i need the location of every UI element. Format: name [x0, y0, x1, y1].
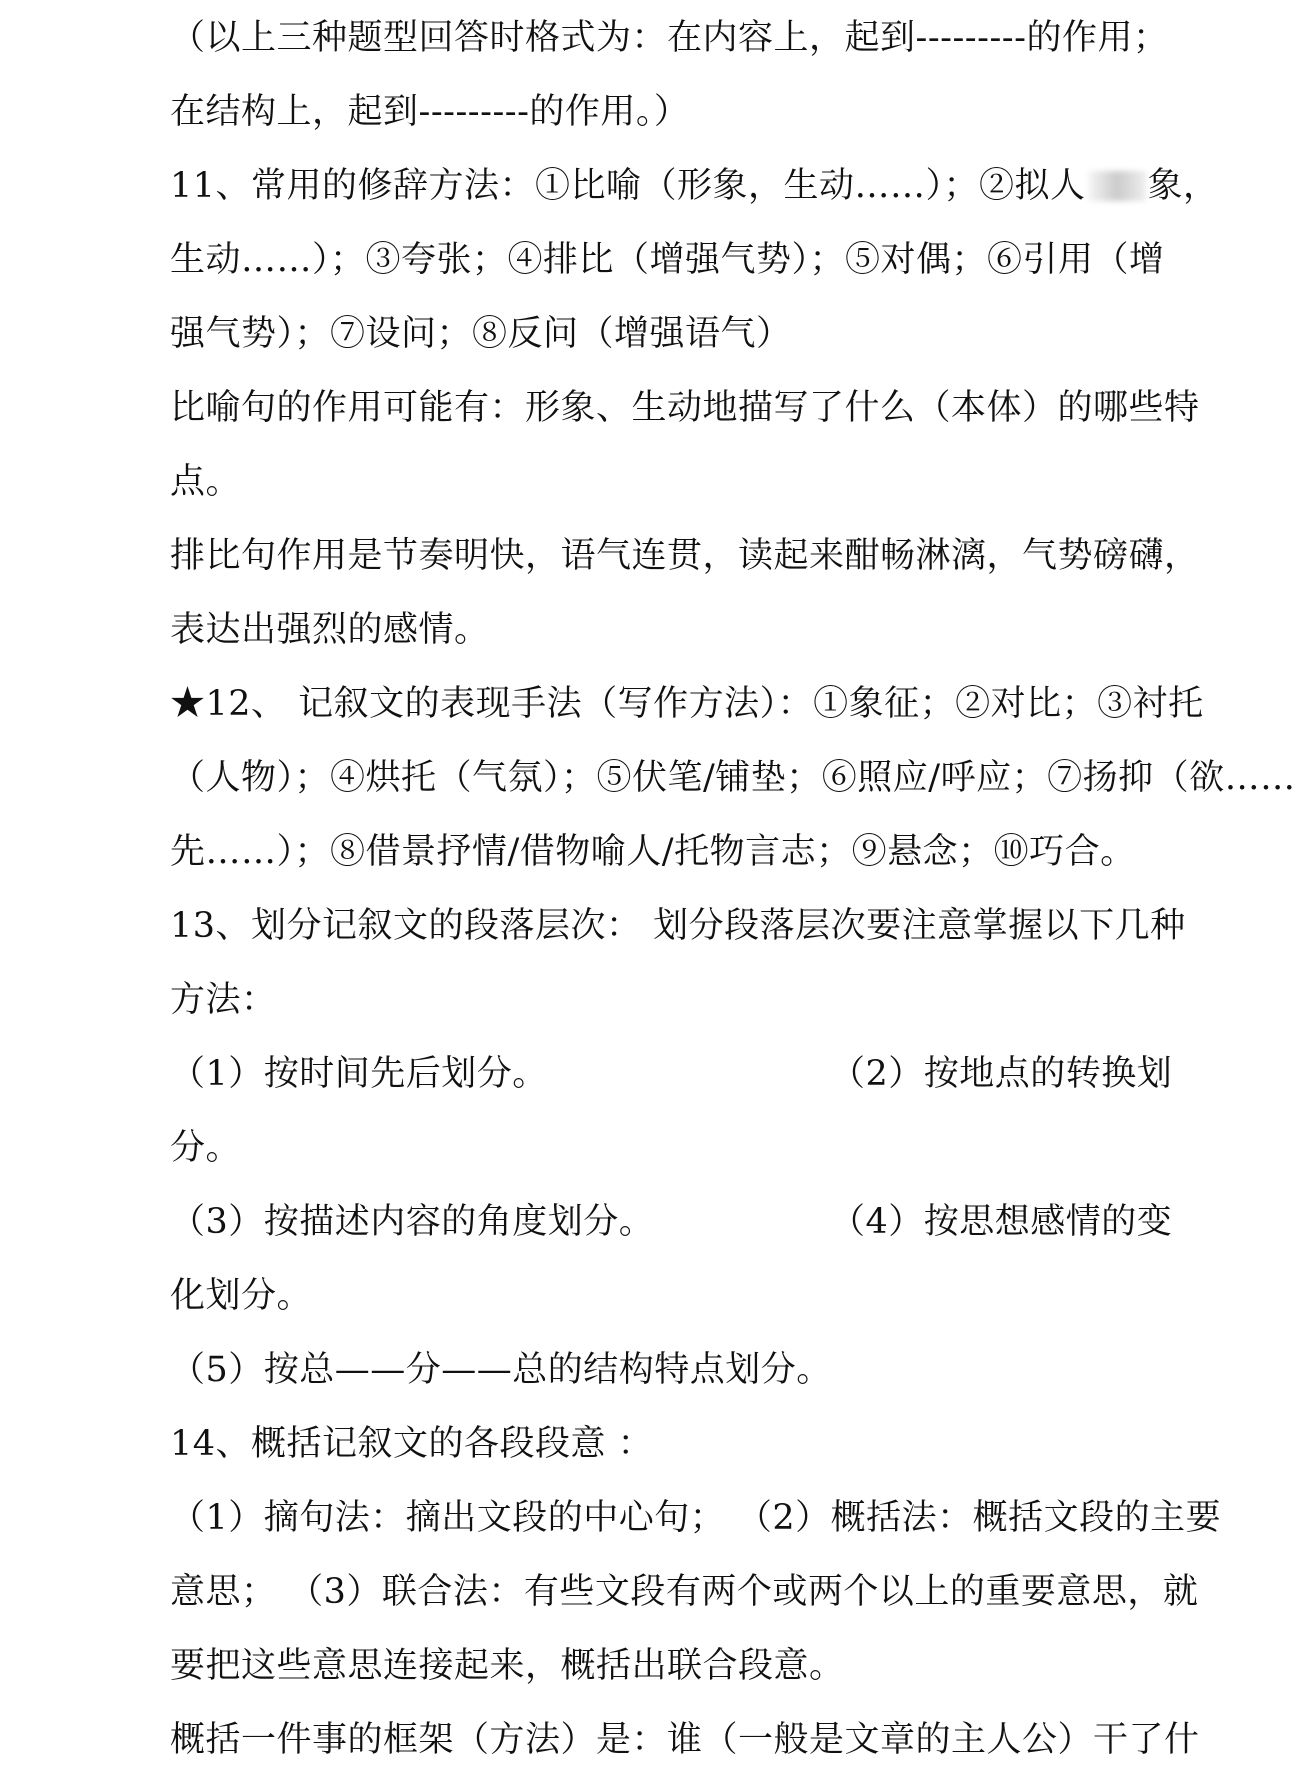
- text-line-10: ★12、 记叙文的表现手法（写作方法）：①象征；②对比；③衬托: [170, 684, 1204, 724]
- text-line-11: （人物）；④烘托（气氛）；⑤伏笔/铺垫；⑥照应/呼应；⑦扬抑（欲……: [170, 758, 1296, 798]
- text-line-13: 13、划分记叙文的段落层次： 划分段落层次要注意掌握以下几种: [170, 906, 1186, 946]
- text-line-1: （以上三种题型回答时格式为：在内容上，起到---------的作用；: [170, 18, 1169, 58]
- text-line-3-part-1: 11、常用的修辞方法：①比喻（形象，生动……）；②拟人: [170, 166, 1086, 206]
- text-line-2: 在结构上，起到---------的作用。）: [170, 92, 690, 132]
- text-line-6: 比喻句的作用可能有：形象、生动地描写了什么（本体）的哪些特: [170, 388, 1200, 428]
- text-line-3-part-2: 象，: [1147, 166, 1219, 206]
- text-line-21: （1）摘句法：摘出文段的中心句； （2）概括法：概括文段的主要: [170, 1498, 1222, 1538]
- text-line-17-right: （4）按思想感情的变: [830, 1202, 1173, 1242]
- text-line-18: 化划分。: [170, 1276, 313, 1316]
- text-line-17-left: （3）按描述内容的角度划分。: [170, 1202, 655, 1242]
- text-line-24: 概括一件事的框架（方法）是：谁（一般是文章的主人公）干了什: [170, 1720, 1200, 1760]
- text-line-15-left: （1）按时间先后划分。: [170, 1054, 548, 1094]
- text-line-8: 排比句作用是节奏明快，语气连贯，读起来酣畅淋漓，气势磅礴，: [170, 536, 1200, 576]
- text-line-19: （5）按总——分——总的结构特点划分。: [170, 1350, 832, 1390]
- text-line-15-right: （2）按地点的转换划: [830, 1054, 1173, 1094]
- text-line-22: 意思； （3）联合法：有些文段有两个或两个以上的重要意思，就: [170, 1572, 1199, 1612]
- text-line-16: 分。: [170, 1128, 242, 1168]
- text-line-4: 生动……）；③夸张；④排比（增强气势）；⑤对偶；⑥引用（增: [170, 240, 1165, 280]
- text-line-7: 点。: [170, 462, 242, 502]
- text-line-12: 先……）；⑧借景抒情/借物喻人/托物言志；⑨悬念；⑩巧合。: [170, 832, 1136, 872]
- text-line-20: 14、概括记叙文的各段段意 ：: [170, 1424, 654, 1464]
- text-line-5: 强气势）；⑦设问；⑧反问（增强语气）: [170, 314, 792, 354]
- text-line-3: [170, 164, 1219, 208]
- text-line-14: 方法：: [170, 980, 277, 1020]
- blurred-text-region: [1088, 171, 1146, 201]
- text-line-23: 要把这些意思连接起来，概括出联合段意。: [170, 1646, 845, 1686]
- text-line-9: 表达出强烈的感情。: [170, 610, 490, 650]
